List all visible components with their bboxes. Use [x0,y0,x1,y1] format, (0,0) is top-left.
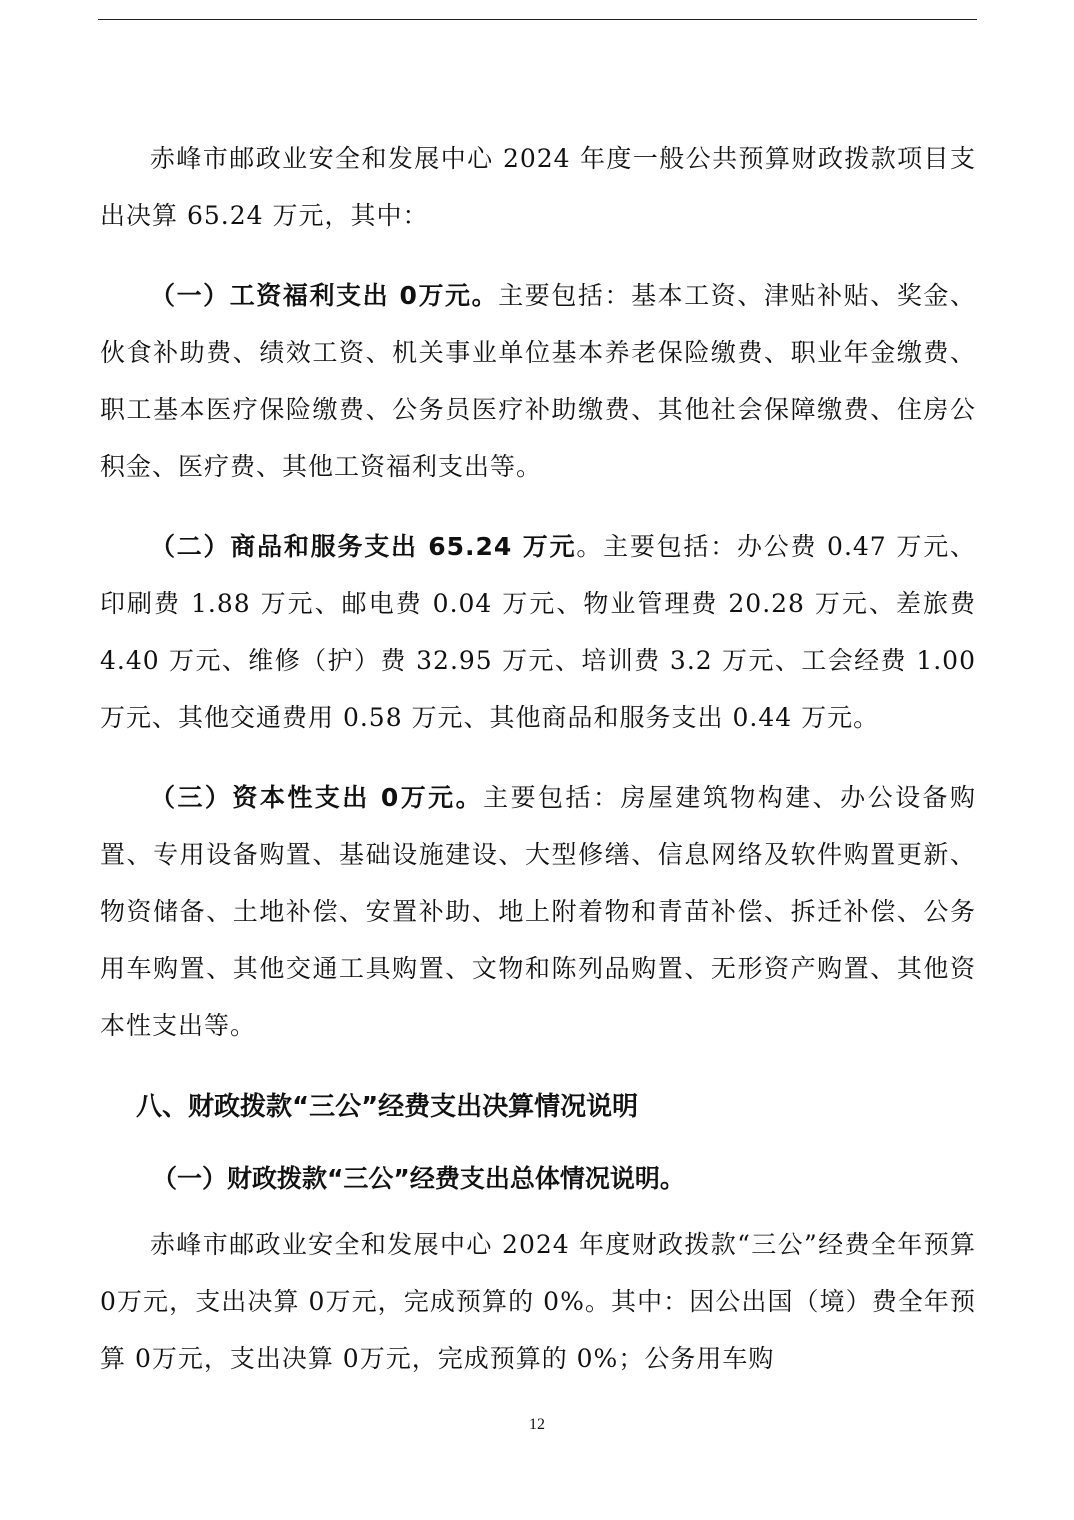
item-body-capital: 主要包括：房屋建筑物构建、办公设备购置、专用设备购置、基础设施建设、大型修缮、信息网络及软件购置更新、物资储备、土地补偿、安置补助、地上附着物和青苗补偿、拆迁补偿、公务用车购置、其他交通工具购置、文物和陈列品购置、无形资产购置、其他资本性支出等。 [100,783,976,1040]
item-lead-salary: （一）工资福利支出 0万元。 [150,281,499,310]
section-subheading: （一）财政拨款“三公”经费支出总体情况说明。 [152,1164,685,1193]
item-paragraph-salary [100,267,976,495]
item-paragraph-capital [100,769,976,1054]
section-body: 赤峰市邮政业安全和发展中心 2024 年度财政拨款“三公”经费全年预算 0万元，支出决算 0万元，完成预算的 0%。其中：因公出国（境）费全年预算 0万元，支出决算 0万元，完成预算的 0%；公务用车购 [100,1230,976,1373]
header-rule [98,19,977,20]
section-heading: 八、财政拨款“三公”经费支出决算情况说明 [136,1092,639,1122]
page-number: 12 [529,1416,545,1433]
item-body-goods-services: 。主要包括：办公费 0.47 万元、印刷费 1.88 万元、邮电费 0.04 万元、物业管理费 20.28 万元、差旅费 4.40 万元、维修（护）费 32.95 万元、培训费 3.2 万元、工会经费 1.00 万元、其他交通费用 0.58 万元、其他商品和服务支出 0.44 万元。 [100,532,976,732]
document-body [100,130,976,1387]
item-lead-goods-services: （二）商品和服务支出 65.24 万元 [150,532,577,561]
intro-paragraph: 赤峰市邮政业安全和发展中心 2024 年度一般公共预算财政拨款项目支出决算 65.24 万元，其中： [100,144,976,230]
item-body-salary: 主要包括：基本工资、津贴补贴、奖金、伙食补助费、绩效工资、机关事业单位基本养老保险缴费、职业年金缴费、职工基本医疗保险缴费、公务员医疗补助缴费、其他社会保障缴费、住房公积金、医疗费、其他工资福利支出等。 [100,281,976,481]
item-paragraph-goods-services [100,518,976,746]
item-lead-capital: （三）资本性支出 0万元。 [150,783,484,812]
